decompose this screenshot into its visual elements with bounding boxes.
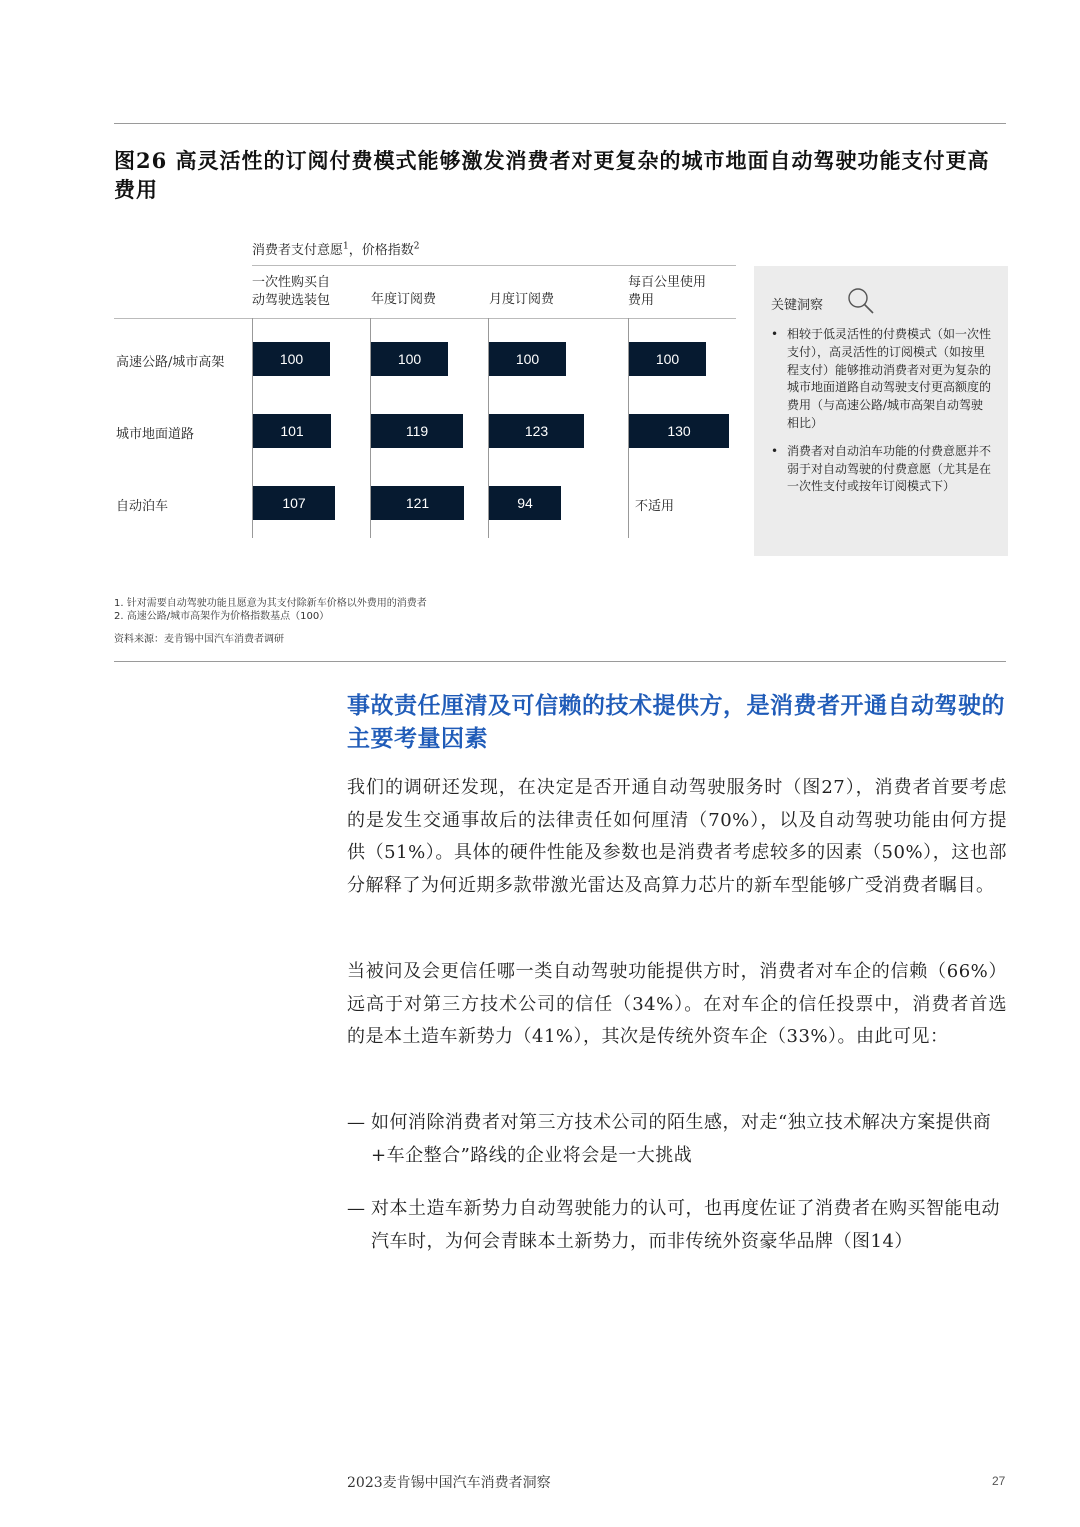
source-note: 资料来源：麦肯锡中国汽车消费者调研 (114, 634, 284, 645)
bar-mark: 94 (489, 486, 561, 520)
key-insight-panel (754, 266, 1008, 556)
footnote-1: 1. 针对需要自动驾驶功能且愿意为其支付除新车价格以外费用的消费者 (114, 598, 427, 609)
figure-bottom-rule (114, 661, 1006, 662)
chart-subtitle-text: 消费者支付意愿 (252, 243, 344, 258)
row-label-urban: 城市地面道路 (116, 427, 195, 442)
bar-mark: 123 (489, 414, 584, 448)
col-head-per-100km-l2: 费用 (628, 293, 655, 308)
key-insight-title: 关键洞察 (771, 298, 824, 313)
header-top-line (252, 265, 736, 266)
top-rule (114, 123, 1006, 124)
bar-mark: 130 (629, 414, 729, 448)
header-bottom-line (114, 318, 736, 319)
dash-list-item-1 (347, 1107, 1007, 1172)
footnote-ref-2: 2 (413, 241, 420, 252)
dash-marker: — (347, 1112, 366, 1133)
col-head-per-100km-l1: 每百公里使用 (628, 275, 707, 290)
col-head-annual: 年度订阅费 (371, 292, 437, 307)
footnote-ref-1: 1 (343, 241, 349, 252)
col-head-one-time (252, 274, 362, 310)
key-insight-bullet: • 消费者对自动泊车功能的付费意愿并不弱于对自动驾驶的付费意愿（尤其是在一次性支付或按年订阅模式下） (771, 443, 993, 496)
figure-title-text: 高灵活性的订阅付费模式能够激发消费者对更复杂的城市地面自动驾驶功能支付更高费用 (114, 148, 990, 202)
chart-subtitle-mid: ，价格指数 (348, 243, 414, 258)
footnote-2: 2. 高速公路/城市高架作为价格指数基点（100） (114, 611, 330, 622)
body-paragraph-1: 我们的调研还发现，在决定是否开通自动驾驶服务时（图27），消费者首要考虑的是发生交通事故后的法律责任如何厘清（70%），以及自动驾驶功能由何方提供（51%）。具体的硬件性能及参数也是消费者考虑较多的因素（50%），这也部分解释了为何近期多款带激光雷达及高算力芯片的新车型能够广受消费者瞩目。 (347, 777, 1007, 896)
figure-title (114, 146, 994, 204)
footer-report-title: 2023麦肯锡中国汽车消费者洞察 (347, 1475, 551, 1491)
key-insight-list (771, 326, 993, 506)
col-head-monthly: 月度订阅费 (489, 292, 555, 307)
body-paragraph-2: 当被问及会更信任哪一类自动驾驶功能提供方时，消费者对车企的信赖（66%）远高于对第三方技术公司的信任（34%）。在对车企的信任投票中，消费者首选的是本土造车新势力（41%），其次是传统外资车企（33%）。由此可见： (347, 961, 1007, 1047)
dash-list-item-2 (347, 1193, 1007, 1258)
bar-mark: 119 (371, 414, 463, 448)
bar-mark: 101 (253, 414, 331, 448)
bar-mark: 100 (629, 342, 706, 376)
magnifier-icon (846, 286, 876, 316)
dash-list-text: 如何消除消费者对第三方技术公司的陌生感，对走“独立技术解决方案提供商+车企整合”路线的企业将会是一大挑战 (371, 1112, 992, 1166)
row-label-parking: 自动泊车 (116, 499, 169, 514)
page-number: 27 (992, 1474, 1006, 1488)
col-head-one-time-l1: 一次性购买自 (252, 275, 331, 290)
dash-marker: — (347, 1198, 366, 1219)
dash-list-text: 对本土造车新势力自动驾驶能力的认可，也再度佐证了消费者在购买智能电动汽车时，为何会青睐本土新势力，而非传统外资豪华品牌（图14） (371, 1198, 1000, 1252)
bar-mark: 100 (489, 342, 566, 376)
bar-mark: 100 (253, 342, 330, 376)
key-insight-bullet: • 相较于低灵活性的付费模式（如一次性支付），高灵活性的订阅模式（如按里程支付）能够推动消费者对更为复杂的城市地面道路自动驾驶支付更高额度的费用（与高速公路/城市高架自动驾驶相比） (771, 326, 993, 433)
col-head-one-time-l2: 动驾驶选装包 (252, 293, 331, 308)
bar-mark: 121 (371, 486, 464, 520)
chart-subtitle (252, 239, 420, 258)
row-label-highway: 高速公路/城市高架 (116, 355, 225, 370)
section-heading: 事故责任厘清及可信赖的技术提供方，是消费者开通自动驾驶的主要考量因素 (347, 692, 1005, 752)
not-applicable-label: 不适用 (635, 499, 675, 514)
col-head-per-100km (628, 274, 738, 310)
figure-number: 图26 (114, 148, 168, 173)
bar-mark: 100 (371, 342, 448, 376)
bar-mark: 107 (253, 486, 335, 520)
